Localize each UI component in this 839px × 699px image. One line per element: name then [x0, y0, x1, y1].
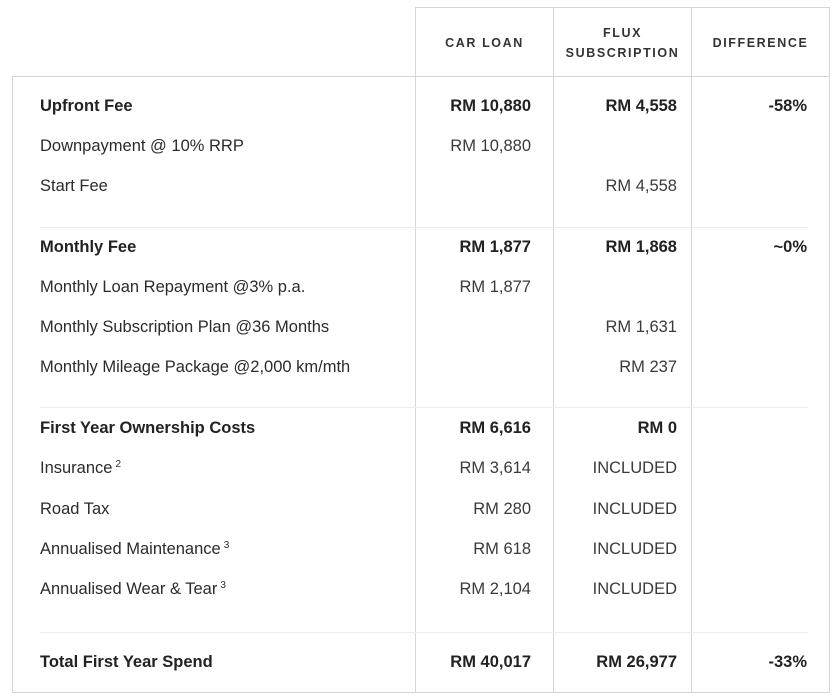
column-header-flux-subscription	[553, 7, 692, 77]
table-row-monthly-fee	[0, 235, 839, 259]
row-label	[40, 537, 229, 561]
flux-value: INCLUDED	[592, 580, 677, 598]
row-label: Monthly Fee	[40, 238, 137, 256]
car-loan-value: RM 10,880	[450, 97, 531, 115]
column-header-car-loan	[415, 7, 554, 77]
table-row-monthly-mileage-package	[0, 355, 839, 379]
car-loan-value: RM 1,877	[459, 278, 531, 296]
table-row-monthly-subscription-plan	[0, 315, 839, 339]
flux-value: RM 0	[637, 419, 677, 437]
flux-value: RM 1,868	[605, 238, 677, 256]
row-label: Downpayment @ 10% RRP	[40, 137, 244, 155]
row-label: Start Fee	[40, 177, 108, 195]
car-loan-value: RM 1,877	[459, 238, 531, 256]
footnote-marker: 3	[223, 539, 230, 551]
section-divider	[40, 632, 808, 633]
difference-value: ~0%	[773, 238, 807, 256]
row-label	[40, 456, 121, 480]
table-row-start-fee	[0, 174, 839, 198]
row-label: Total First Year Spend	[40, 653, 213, 671]
car-loan-value: RM 618	[473, 540, 531, 558]
table-row-total-first-year-spend	[0, 650, 839, 674]
table-row-first-year-ownership-costs	[0, 416, 839, 440]
row-label: Monthly Mileage Package @2,000 km/mth	[40, 358, 351, 376]
section-divider	[40, 227, 808, 228]
difference-value: -33%	[768, 653, 807, 671]
row-label: Upfront Fee	[40, 97, 133, 115]
car-loan-value: RM 40,017	[450, 653, 531, 671]
flux-value: RM 26,977	[596, 653, 677, 671]
car-loan-value: RM 3,614	[459, 459, 531, 477]
table-row-annualised-wear-tear	[0, 577, 839, 601]
column-header-flux-subscription-label: FLUX SUBSCRIPTION	[565, 25, 680, 60]
car-loan-value: RM 280	[473, 500, 531, 518]
flux-value: RM 237	[619, 358, 677, 376]
row-label-text: Annualised Wear & Tear	[40, 580, 218, 598]
row-label-text: Insurance	[40, 459, 113, 477]
column-header-difference	[691, 7, 830, 77]
footnote-marker: 2	[115, 458, 122, 470]
row-label	[40, 577, 226, 601]
table-row-insurance	[0, 456, 839, 480]
column-header-difference-label: DIFFERENCE	[712, 35, 809, 50]
flux-value: RM 1,631	[605, 318, 677, 336]
section-divider	[40, 407, 808, 408]
table-row-upfront-fee	[0, 94, 839, 118]
difference-value: -58%	[768, 97, 807, 115]
footnote-marker: 3	[220, 579, 226, 591]
flux-value: RM 4,558	[605, 177, 677, 195]
car-loan-value: RM 10,880	[450, 137, 531, 155]
flux-value: INCLUDED	[592, 540, 677, 558]
table-row-annualised-maintenance	[0, 537, 839, 561]
flux-value: RM 4,558	[605, 97, 677, 115]
table-row-monthly-loan-repayment	[0, 275, 839, 299]
table-row-downpayment	[0, 134, 839, 158]
row-label: Monthly Subscription Plan @36 Months	[40, 318, 330, 336]
row-label-text: Annualised Maintenance	[40, 540, 221, 558]
table-row-road-tax	[0, 497, 839, 521]
row-label: Road Tax	[40, 500, 110, 518]
flux-value: INCLUDED	[592, 459, 677, 477]
row-label: Monthly Loan Repayment @3% p.a.	[40, 278, 306, 296]
car-loan-value: RM 6,616	[459, 419, 531, 437]
car-loan-value: RM 2,104	[459, 580, 531, 598]
row-label: First Year Ownership Costs	[40, 419, 256, 437]
flux-value: INCLUDED	[592, 500, 677, 518]
column-header-car-loan-label: CAR LOAN	[445, 35, 524, 50]
